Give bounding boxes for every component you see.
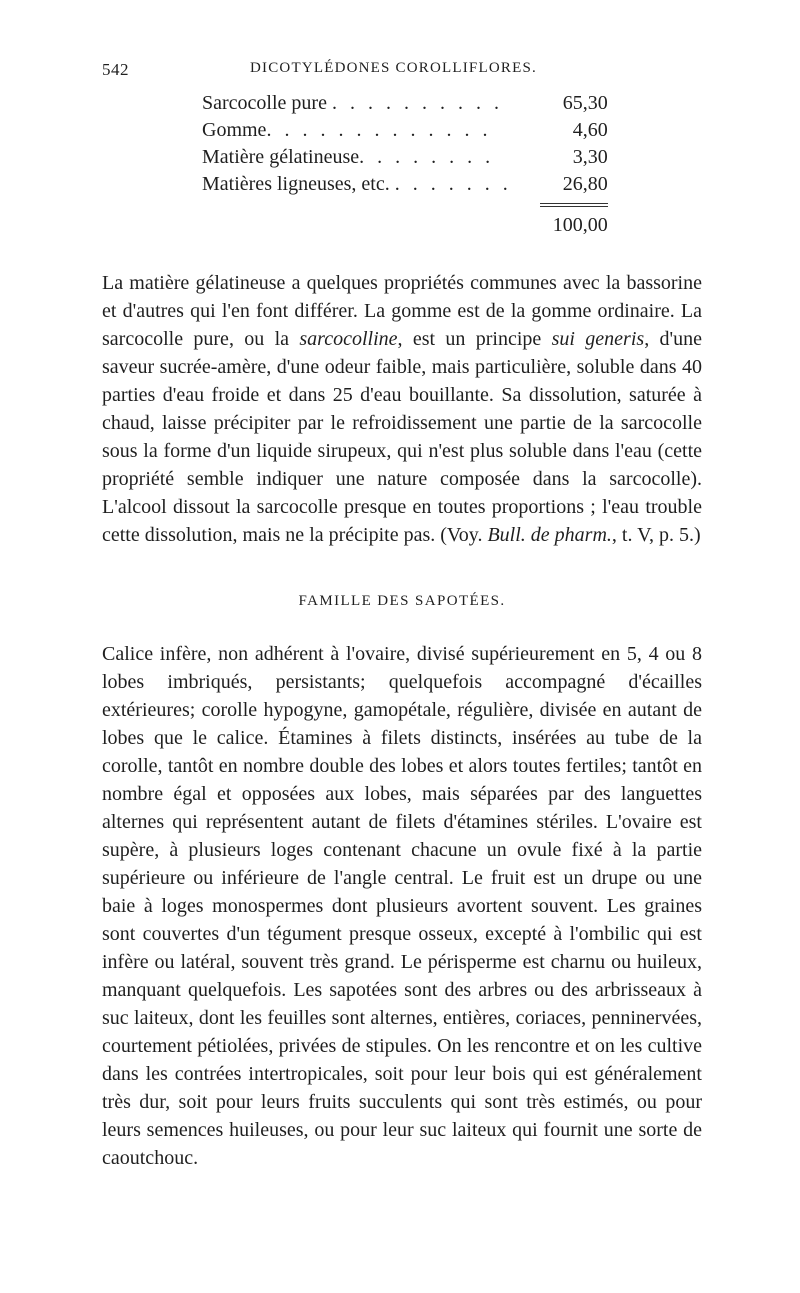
running-title: DICOTYLÉDONES COROLLIFLORES. (250, 60, 537, 76)
book-page (102, 60, 702, 1172)
section-title: FAMILLE DES SAPOTÉES. (298, 593, 506, 609)
composition-row (202, 144, 608, 171)
page-number: 542 (102, 60, 129, 79)
composition-row (202, 90, 608, 117)
italic-citation: Bull. de pharm. (487, 524, 612, 546)
total-rule (540, 203, 608, 204)
composition-row (202, 117, 608, 144)
composition-value: 26,80 (562, 173, 608, 195)
composition-item-name: Matières ligneuses, etc. (202, 173, 390, 195)
italic-term: sarcocolline (299, 328, 398, 350)
composition-table (202, 90, 608, 239)
leader-dots: . . . . . . . (394, 173, 512, 195)
leader-dots: . . . . . . . . . . . . . (266, 119, 492, 141)
leader-dots: . . . . . . . . (359, 146, 495, 168)
composition-item (202, 144, 512, 171)
composition-total-row (202, 212, 608, 239)
composition-item-name: Gomme (202, 119, 267, 141)
text-run: , d'une saveur sucrée-amère, d'une odeur faible, mais particulière, soluble dans 40 parties d'eau froide et dans 25 d'eau bouillante. Sa dissolution, saturée à chaud, laisse précipiter par le refroidissement une partie de la sarcocolle sous la forme d'un liquide sirupeux, qui n'est plus soluble dans l'eau (cette propriété semble indiquer une nature composée dans la sarcocolle). L'alcool dissout la sarcocolle presque en toutes proportions ; l'eau trouble cette dissolution, mais ne la précipite pas. (Voy. (102, 328, 703, 546)
composition-row (202, 171, 608, 198)
text-run: , t. V, p. 5.) (611, 524, 701, 546)
composition-value: 65,30 (562, 92, 608, 114)
composition-item (202, 171, 512, 198)
leader-dots: . . . . . . . . . . (331, 92, 503, 114)
composition-item-name: Sarcocolle pure (202, 92, 327, 114)
paragraph-sapotees: Calice infère, non adhérent à l'ovaire, divisé supérieurement en 5, 4 ou 8 lobes imbriqués, persistants; quelquefois accompagné d'écailles extérieures; corolle hypogyne, gamopétale, régulière, divisée en autant de lobes que le calice. Étamines à filets distincts, insérées au tube de la corolle, tantôt en nombre double des lobes et alors toutes fertiles; tantôt en nombre égal et opposées aux lobes, mais séparées par des languettes alternes qui représentent autant de filets d'étamines stériles. L'ovaire est supère, à plusieurs loges contenant chacune un ovule fixé à la partie supérieure ou inférieure de l'angle central. Le fruit est un drupe ou une baie à loges monospermes dont plusieurs avortent souvent. Les graines sont couvertes d'un tégument presque osseux, excepté à l'ombilic qui est infère ou latéral, souvent très grand. Le périsperme est charnu ou huileux, manquant quelquefois. Les sapotées sont des arbres ou des arbrisseaux à suc laiteux, dont les feuilles sont alternes, entières, coriaces, penninervées, courtement pétiolées, privées de stipules. On les rencontre et on les cultive dans les contrées intertropicales, soit pour leur bois qui est généralement très dur, soit pour leurs fruits succulents qui sont très estimés, ou pour leurs semences huileuses, ou pour leur suc laiteux qui fournit une sorte de caoutchouc. (102, 643, 702, 1169)
composition-item (202, 117, 512, 144)
text-run: La matière gélatineuse a quelques propriétés communes avec la bassorine et d'autres qui l'en font différer. La gomme est de la gomme ordinaire. La sarcocolle pure, ou la (102, 272, 702, 350)
running-head (102, 60, 702, 90)
italic-term: sui generis (551, 328, 645, 350)
total-rule (540, 206, 608, 207)
total-rule-row (202, 198, 608, 212)
paragraph-sarcocolle (102, 269, 702, 549)
composition-total: 100,00 (552, 214, 608, 236)
composition-item-name: Matière gélatineuse (202, 146, 360, 168)
composition-item (202, 90, 512, 117)
composition-value: 4,60 (572, 119, 608, 141)
text-run: , est un principe (397, 328, 552, 350)
composition-value: 3,30 (572, 146, 608, 168)
